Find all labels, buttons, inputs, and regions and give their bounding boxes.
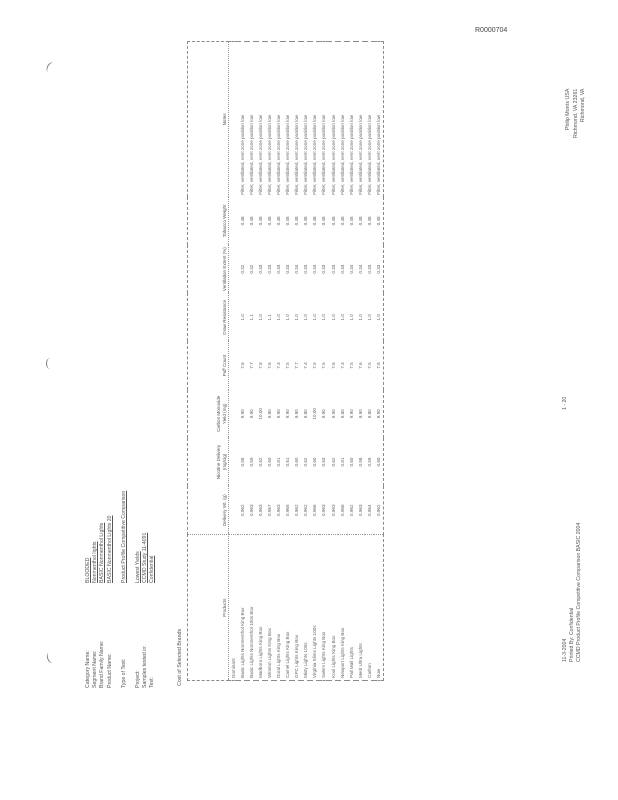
notes-cell	[229, 42, 239, 197]
footer-printed-by: Printed By: Confidential	[569, 607, 575, 662]
value-cell: 1.0	[312, 314, 318, 321]
value-cell: 0.33	[366, 264, 372, 274]
value-cell: 0.34	[294, 264, 300, 274]
document-metadata	[85, 448, 157, 688]
hole-mark-icon	[45, 61, 57, 75]
meta-row	[135, 448, 142, 688]
value-cell: 1.0	[330, 314, 336, 321]
value-cell: 1.0	[276, 314, 282, 321]
value-cell: 0.58	[357, 457, 363, 467]
product-cell: Carlton	[365, 535, 374, 681]
value-cell: 1.0	[357, 314, 363, 321]
product-cell: Pall Mall Lights	[347, 535, 356, 681]
value-cell: 1.0	[303, 314, 309, 321]
value-cell: 7.5	[321, 362, 327, 369]
value-cell: 0.60	[375, 457, 381, 467]
value-cell: 7.4	[276, 362, 282, 369]
value-cell: 0.48	[357, 216, 363, 226]
value-cell: 7.7	[294, 362, 300, 369]
product-cell: Misty Lights 100s	[301, 535, 310, 681]
product-cell: Dominant	[229, 535, 239, 681]
value-cell: 1.0	[294, 314, 300, 321]
value-cell: 0.60	[348, 457, 354, 467]
table-row	[292, 42, 301, 681]
value-cell: 1.0	[285, 314, 291, 321]
value-cell	[229, 390, 239, 438]
value-cell: 0.48	[366, 216, 372, 226]
notes-cell: Filter, ventilated, vent zone position low	[357, 114, 363, 195]
table-row	[256, 42, 265, 681]
value-cell: 0.61	[285, 457, 291, 467]
notes-cell: Filter, ventilated, vent zone position low	[375, 114, 381, 195]
notes-cell: Filter, ventilated, vent zone position low	[294, 114, 300, 195]
value-cell: 9.90	[240, 409, 246, 419]
notes-cell: Filter, ventilated, vent zone position low	[303, 114, 309, 195]
company-city: Richmond, VA	[580, 88, 586, 123]
table-row	[283, 42, 292, 681]
value-cell: 0.48	[348, 216, 354, 226]
value-cell: 0.48	[249, 216, 255, 226]
column-header: Draw Resistance	[188, 293, 229, 341]
value-cell: 7.8	[258, 362, 264, 369]
meta-spacer	[114, 448, 121, 688]
value-cell: 1.0	[366, 314, 372, 321]
table-row	[329, 42, 338, 681]
value-cell: 1.0	[375, 314, 381, 321]
table-caption: Cost of Selected Brands	[177, 628, 183, 686]
value-cell: 7.4	[303, 362, 309, 369]
value-cell: 0.33	[375, 264, 381, 274]
value-cell: 0.48	[267, 216, 273, 226]
value-cell: 1.0	[258, 314, 264, 321]
value-cell: 9.90	[321, 409, 327, 419]
value-cell: 0.62	[330, 457, 336, 467]
value-cell: 0.60	[267, 457, 273, 467]
value-cell: 0.33	[267, 264, 273, 274]
value-cell: 7.6	[330, 362, 336, 369]
value-cell: 0.48	[294, 216, 300, 226]
value-cell: 0.34	[348, 264, 354, 274]
meta-row	[121, 448, 128, 688]
value-cell: 0.33	[276, 264, 282, 274]
value-cell: 7.4	[339, 362, 345, 369]
value-cell: 0.966	[312, 504, 318, 516]
value-cell: 9.80	[294, 409, 300, 419]
product-cell: Newport Lights King Box	[338, 535, 347, 681]
value-cell: 0.48	[330, 216, 336, 226]
table-row	[356, 42, 365, 681]
value-cell: 0.61	[339, 457, 345, 467]
value-cell: 0.48	[240, 216, 246, 226]
value-cell: 0.48	[312, 216, 318, 226]
value-cell: 9.80	[303, 409, 309, 419]
meta-value: Product Profile Competitive Comparison	[120, 490, 127, 583]
table-row	[238, 42, 247, 681]
column-header: Tobacco Weight	[188, 197, 229, 245]
meta-key: Product Name:	[106, 653, 113, 688]
meta-value: BASIC Nonmenthol Lights	[99, 522, 106, 583]
value-cell	[229, 341, 239, 389]
value-cell: 0.33	[330, 264, 336, 274]
value-cell: 7.7	[249, 362, 255, 369]
hole-mark-icon	[45, 651, 56, 664]
value-cell	[229, 293, 239, 341]
table-row	[347, 42, 356, 681]
notes-cell: Filter, ventilated, vent zone position low	[249, 114, 255, 195]
value-cell: 0.48	[321, 216, 327, 226]
value-cell: 7.5	[285, 362, 291, 369]
value-cell: 1.0	[240, 314, 246, 321]
column-header: Puff Count	[188, 341, 229, 389]
meta-value: BLOODED	[85, 557, 91, 583]
value-cell: 0.963	[357, 504, 363, 516]
data-table	[187, 41, 384, 681]
value-cell	[229, 197, 239, 245]
value-cell: 7.6	[375, 362, 381, 369]
value-cell: 0.963	[276, 504, 282, 516]
column-header: Nicotine Delivery (mg/cig)	[188, 438, 229, 486]
meta-key: Category Name:	[85, 650, 91, 688]
value-cell: 9.90	[276, 409, 282, 419]
value-cell: 0.966	[339, 504, 345, 516]
value-cell: 9.90	[357, 409, 363, 419]
company-name: Philip Morris USA	[565, 88, 571, 131]
column-header: Carbon Monoxide Yield (mg)	[188, 390, 229, 438]
table-row	[301, 42, 310, 681]
table-row	[265, 42, 274, 681]
table-row	[365, 42, 374, 681]
value-cell: 0.967	[267, 504, 273, 516]
meta-row	[149, 448, 156, 688]
meta-value: CCMD Study 11-4091	[142, 532, 149, 583]
value-cell: 0.33	[285, 264, 291, 274]
column-header: Notes	[188, 42, 229, 197]
table-header-row	[188, 42, 229, 681]
value-cell: 10.00	[258, 408, 264, 420]
notes-cell: Filter, ventilated, vent zone position low	[321, 114, 327, 195]
notes-cell: Filter, ventilated, vent zone position low	[267, 114, 273, 195]
meta-row	[107, 448, 114, 688]
value-cell: 0.964	[366, 504, 372, 516]
value-cell: 7.6	[240, 362, 246, 369]
value-cell: 0.62	[258, 457, 264, 467]
notes-cell: Filter, ventilated, vent zone position low	[330, 114, 336, 195]
product-cell: Marlboro Lights King Box	[256, 535, 265, 681]
table-row	[229, 42, 239, 681]
product-cell: Doral Lights King Box	[274, 535, 283, 681]
meta-key: Samples tested in:	[142, 645, 149, 688]
product-cell: Kool Lights King Box	[329, 535, 338, 681]
product-cell: Salem Lights King Box	[319, 535, 328, 681]
table-row	[247, 42, 256, 681]
value-cell: 9.90	[348, 409, 354, 419]
value-cell: 0.59	[366, 457, 372, 467]
value-cell: 1.0	[321, 314, 327, 321]
notes-cell: Filter, ventilated, vent zone position low	[366, 114, 372, 195]
table-row	[338, 42, 347, 681]
column-header: Delivery Wt. (g)	[188, 486, 229, 535]
value-cell: 0.963	[258, 504, 264, 516]
notes-cell: Filter, ventilated, vent zone position low	[312, 114, 318, 195]
value-cell: 0.48	[258, 216, 264, 226]
product-cell: GPC Lights King Box	[292, 535, 301, 681]
meta-key: Type of Test:	[120, 658, 127, 688]
value-cell: 9.80	[339, 409, 345, 419]
value-cell: 0.963	[321, 504, 327, 516]
value-cell: 0.963	[249, 504, 255, 516]
value-cell: 7.5	[366, 362, 372, 369]
value-cell: 0.962	[348, 504, 354, 516]
meta-value: BASIC Nonmenthol Lights 20	[106, 515, 113, 583]
value-cell: 0.48	[339, 216, 345, 226]
document-id: R0000704	[475, 27, 508, 34]
value-cell	[229, 438, 239, 486]
value-cell: 1.1	[249, 314, 255, 321]
meta-value: Lowest Yields	[135, 551, 142, 583]
meta-row	[92, 448, 99, 688]
value-cell: 7.5	[312, 362, 318, 369]
value-cell: 9.90	[285, 409, 291, 419]
value-cell: 0.963	[330, 504, 336, 516]
value-cell: 0.33	[303, 264, 309, 274]
product-cell: Winston Lights King Box	[265, 535, 274, 681]
product-cell: Camel Lights King Box	[283, 535, 292, 681]
value-cell: 9.90	[330, 409, 336, 419]
value-cell: 0.34	[312, 264, 318, 274]
value-cell: 0.59	[249, 457, 255, 467]
product-cell: Basic Lights Nonmenthol King Box	[238, 535, 247, 681]
value-cell: 7.6	[357, 362, 363, 369]
value-cell: 0.61	[276, 457, 282, 467]
value-cell: 7.6	[267, 362, 273, 369]
notes-cell: Filter, ventilated, vent zone position low	[258, 114, 264, 195]
value-cell: 0.48	[285, 216, 291, 226]
notes-cell: Filter, ventilated, vent zone position low	[339, 114, 345, 195]
product-cell: Basic Lights Nonmenthol 100s Box	[247, 535, 256, 681]
company-address: Richmond, VA 23261	[572, 88, 579, 138]
value-cell: 0.32	[249, 264, 255, 274]
value-cell: 0.48	[276, 216, 282, 226]
meta-value: Confidential	[149, 555, 156, 583]
table-row	[310, 42, 319, 681]
product-cell: Virginia Slims Lights 100s	[310, 535, 319, 681]
value-cell: 9.80	[366, 409, 372, 419]
column-header: Products	[188, 535, 229, 681]
value-cell	[229, 245, 239, 293]
value-cell	[229, 486, 239, 535]
value-cell: 7.5	[348, 362, 354, 369]
value-cell: 0.60	[294, 457, 300, 467]
page-number: 1 - 20	[562, 396, 568, 410]
meta-key: Segment Name:	[92, 650, 99, 688]
value-cell: 0.965	[285, 504, 291, 516]
value-cell: 0.34	[357, 264, 363, 274]
meta-key: Project:	[135, 670, 142, 688]
value-cell: 0.33	[339, 264, 345, 274]
meta-value: Nonmenthol lights	[92, 541, 99, 583]
meta-key: Test:	[149, 677, 156, 688]
value-cell: 0.962	[240, 504, 246, 516]
value-cell: 9.90	[375, 409, 381, 419]
company-block	[565, 89, 588, 138]
footer-report-name: CCMD Product Profile Competitive Comparison BASIC 2004	[576, 522, 582, 662]
value-cell: 1.1	[267, 314, 273, 321]
value-cell: 1.0	[339, 314, 345, 321]
value-cell: 0.33	[258, 264, 264, 274]
notes-cell: Filter, ventilated, vent zone position low	[285, 114, 291, 195]
value-cell: 0.63	[321, 457, 327, 467]
footer	[562, 523, 583, 662]
value-cell: 0.62	[303, 457, 309, 467]
column-header: Ventilation Extent (%)	[188, 245, 229, 293]
value-cell: 9.80	[267, 409, 273, 419]
meta-spacer	[128, 448, 135, 688]
product-cell: Merit Ultra Lights	[356, 535, 365, 681]
value-cell: 0.32	[240, 264, 246, 274]
notes-cell: Filter, ventilated, vent zone position low	[240, 114, 246, 195]
value-cell: 0.60	[312, 457, 318, 467]
value-cell: 0.58	[240, 457, 246, 467]
notes-cell: Filter, ventilated, vent zone position low	[348, 114, 354, 195]
value-cell: 0.962	[303, 504, 309, 516]
table-row	[274, 42, 283, 681]
data-table-container	[187, 41, 384, 681]
value-cell: 9.90	[249, 409, 255, 419]
value-cell: 0.962	[294, 504, 300, 516]
meta-row	[85, 448, 92, 688]
value-cell: 0.48	[303, 216, 309, 226]
value-cell: 1.0	[348, 314, 354, 321]
table-row	[319, 42, 328, 681]
table-row	[374, 42, 384, 681]
value-cell: 0.962	[375, 504, 381, 516]
footer-date: 11-3-2004	[562, 638, 568, 662]
table-body	[229, 42, 384, 681]
value-cell: 10.00	[312, 408, 318, 420]
value-cell: 0.48	[375, 216, 381, 226]
meta-key: Brand Family Name:	[99, 640, 106, 688]
meta-row	[99, 448, 106, 688]
notes-cell: Filter, ventilated, vent zone position low	[276, 114, 282, 195]
meta-row	[142, 448, 149, 688]
product-cell: Now	[374, 535, 384, 681]
value-cell: 0.33	[321, 264, 327, 274]
hole-mark-icon	[46, 358, 54, 369]
